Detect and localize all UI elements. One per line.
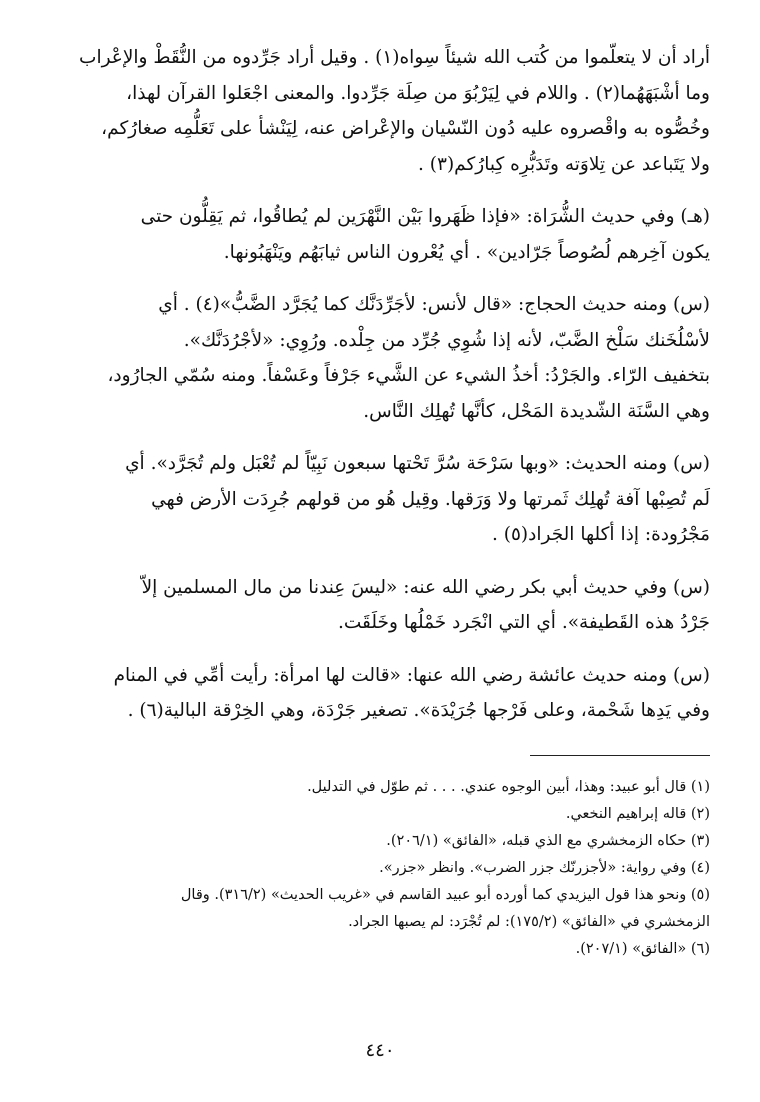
paragraph-3: (س) ومنه حديث الحجاج: «قال لأنس: لأجَرِّدَنَّك كما يُجَرَّد الضَّبُّ»(٤) . أي لأسْلُخَنك سَلْخ الضَّبّ، لأنه إذا شُوِي جُرِّد من جِلْده. ورُوِي: «لأجْرُدَنَّك». بتخفيف الرّاء. والجَرْدُ: أخذُ الشيء عن الشَّيء جَرْفاً وعَسْفاً. ومنه سُمّي الجارُود، وهي السَّنَة الشّديدة المَحْل، كأنَّها تُهلِك النَّاس. <box>107 294 710 422</box>
main-text <box>50 40 710 729</box>
paragraph-2: (هـ) وفي حديث الشُّرَاة: «فإذا ظَهَروا بَيْن النَّهْرَين لم يُطاقُوا، ثم يَقِلُّون حتى يكون آخِرهم لُصُوصاً جَرّادين» . أي يُعْرون الناس ثيابَهُم ويَنْهَبُونها. <box>140 206 710 263</box>
paragraph-4: (س) ومنه الحديث: «وبها سَرْحَة سُرَّ تَحْتها سبعون نَبِيّاً لم تُعْبَل ولم تُجَرَّد». أي لَم تُصِبْها آفة تُهلِك ثَمرتها ولا وَرَقها. وقِيل هُو من قولهم جُرِدَت الأرض فهي مَجْرُودة: إذا أكلها الجَراد(٥) . <box>125 453 710 545</box>
footnote-5: (٥) ونحو هذا قول اليزيدي كما أورده أبو عبيد القاسم في «غريب الحديث» (٣١٦/٢). وقال الزمخشري في «الفائق» (١٧٥/٢): لم تُجْرَد: لم يصبها الجراد. <box>180 886 710 930</box>
paragraph-5: (س) وفي حديث أبي بكر رضي الله عنه: «ليسَ عِندنا من مال المسلمين إلاّ جَرْدُ هذه القَطيفة». أي التي انْجَرد خَمْلُها وخَلَقَت. <box>141 576 710 633</box>
paragraph-6: (س) ومنه حديث عائشة رضي الله عنها: «قالت لها امرأة: رأيت أمِّي في المنام وفي يَدِها شَحْمة، وعلى فَرْجها جُرَيْدَة». تصغير جَرْدَة، وهي الخِرْقة البالية(٦) . <box>113 664 710 721</box>
footnote-1: (١) قال أبو عبيد: وهذا، أبين الوجوه عندي. . . . ثم طوّل في التدليل. <box>307 778 710 795</box>
footnote-2: (٢) قاله إبراهيم النخعي. <box>565 805 710 822</box>
footnote-divider <box>530 755 710 756</box>
footnote-3: (٣) حكاه الزمخشري مع الذي قبله، «الفائق» (٢٠٦/١). <box>386 832 710 849</box>
page-number: ٤٤٠ <box>365 1040 395 1061</box>
footnote-6: (٦) «الفائق» (٢٠٧/١). <box>575 940 710 957</box>
footnotes <box>50 774 710 963</box>
footnote-4: (٤) وفي رواية: «لأجزرنّك جزر الضرب». وانظر «جزر». <box>379 859 710 876</box>
paragraph-1: أراد أن لا يتعلّموا من كُتب الله شيئاً سِواه(١) . وقيل أراد جَرِّدوه من النُّقَطْ والإعْراب وما أشْبَهَهُما(٢) . واللام في لِيَرْبُوَ من صِلَة جَرِّدوا. والمعنى اجْعَلوا القرآن لهذا، وخُصُّوه به واقْصروه عليه دُون النّسْيان والإعْراض عنه، لِيَنْشأ على تَعَلُّمِه صغارُكم، ولا يَتَباعد عن تِلاوَته وتَدَبُّرِه كِبارُكم(٣) . <box>79 47 710 175</box>
